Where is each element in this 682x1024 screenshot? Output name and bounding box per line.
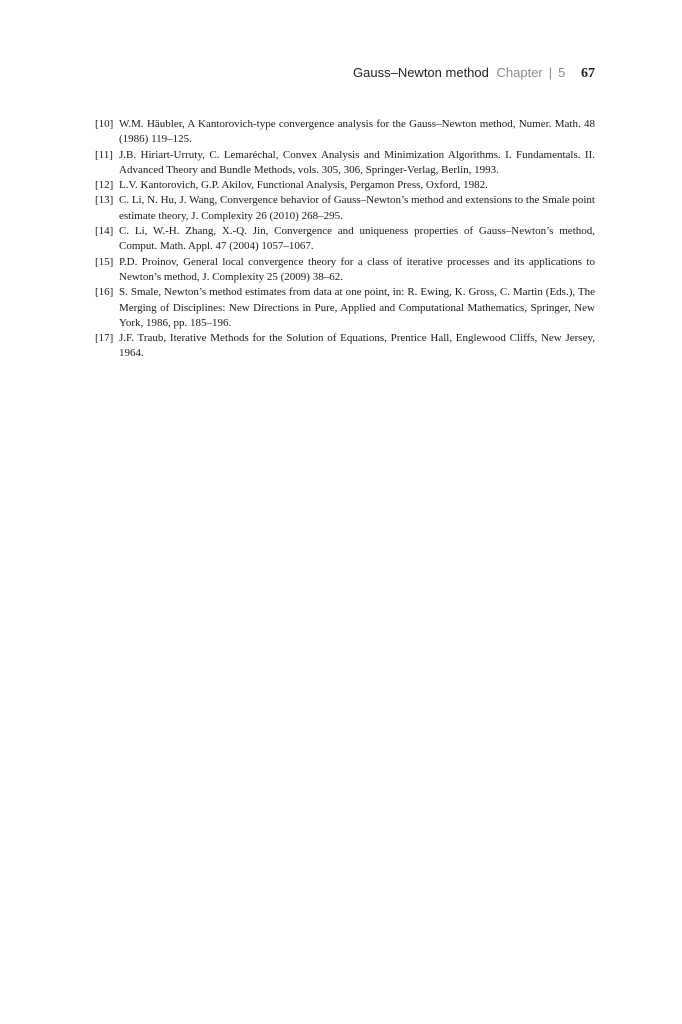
reference-text: J.B. Hiriart-Urruty, C. Lemaréchal, Convex Analysis and Minimization Algorithms. I. Fundamentals. II. Advanced Theory and Bundle Methods, vols. 305, 306, Springer-Verlag, Berlin, 1993. <box>119 148 595 176</box>
reference-text: W.M. Häubler, A Kantorovich-type convergence analysis for the Gauss–Newton method, Numer. Math. 48 (1986) 119–125. <box>119 118 595 146</box>
chapter-label: Chapter <box>496 65 543 80</box>
reference-item <box>95 285 595 331</box>
reference-item <box>95 224 595 255</box>
running-header <box>353 64 595 83</box>
reference-number: [11] <box>95 148 113 161</box>
reference-text: S. Smale, Newton’s method estimates from data at one point, in: R. Ewing, K. Gross, C. Martin (Eds.), The Merging of Disciplines: New Directions in Pure, Applied and Computational Mathematics, Springer, New York, 1986, pp. 185–196. <box>119 286 595 329</box>
reference-text: J.F. Traub, Iterative Methods for the Solution of Equations, Prentice Hall, Englewood Cliffs, New Jersey, 1964. <box>119 332 595 360</box>
running-title: Gauss–Newton method <box>353 65 489 80</box>
reference-number: [16] <box>95 286 114 299</box>
reference-item <box>95 193 595 224</box>
reference-number: [12] <box>95 179 114 192</box>
reference-item <box>95 255 595 286</box>
reference-item <box>95 148 595 179</box>
reference-number: [15] <box>95 255 114 268</box>
header-separator: | <box>548 65 553 80</box>
reference-text: C. Li, N. Hu, J. Wang, Convergence behavior of Gauss–Newton’s method and extensions to the Smale point estimate theory, J. Complexity 26 (2010) 268–295. <box>119 194 595 222</box>
reference-list <box>95 117 595 362</box>
chapter-number: 5 <box>558 65 566 80</box>
reference-number: [17] <box>95 332 114 345</box>
reference-text: L.V. Kantorovich, G.P. Akilov, Functional Analysis, Pergamon Press, Oxford, 1982. <box>119 179 488 192</box>
page-number: 67 <box>581 66 595 81</box>
reference-item <box>95 117 595 148</box>
reference-item <box>95 178 595 193</box>
reference-text: C. Li, W.-H. Zhang, X.-Q. Jin, Convergence and uniqueness properties of Gauss–Newton’s method, Comput. Math. Appl. 47 (2004) 1057–1067. <box>119 225 595 253</box>
reference-number: [14] <box>95 225 114 238</box>
reference-text: P.D. Proinov, General local convergence theory for a class of iterative processes and its applications to Newton’s method, J. Complexity 25 (2009) 38–62. <box>119 255 595 283</box>
reference-number: [10] <box>95 118 114 130</box>
reference-number: [13] <box>95 194 114 207</box>
reference-item <box>95 331 595 362</box>
